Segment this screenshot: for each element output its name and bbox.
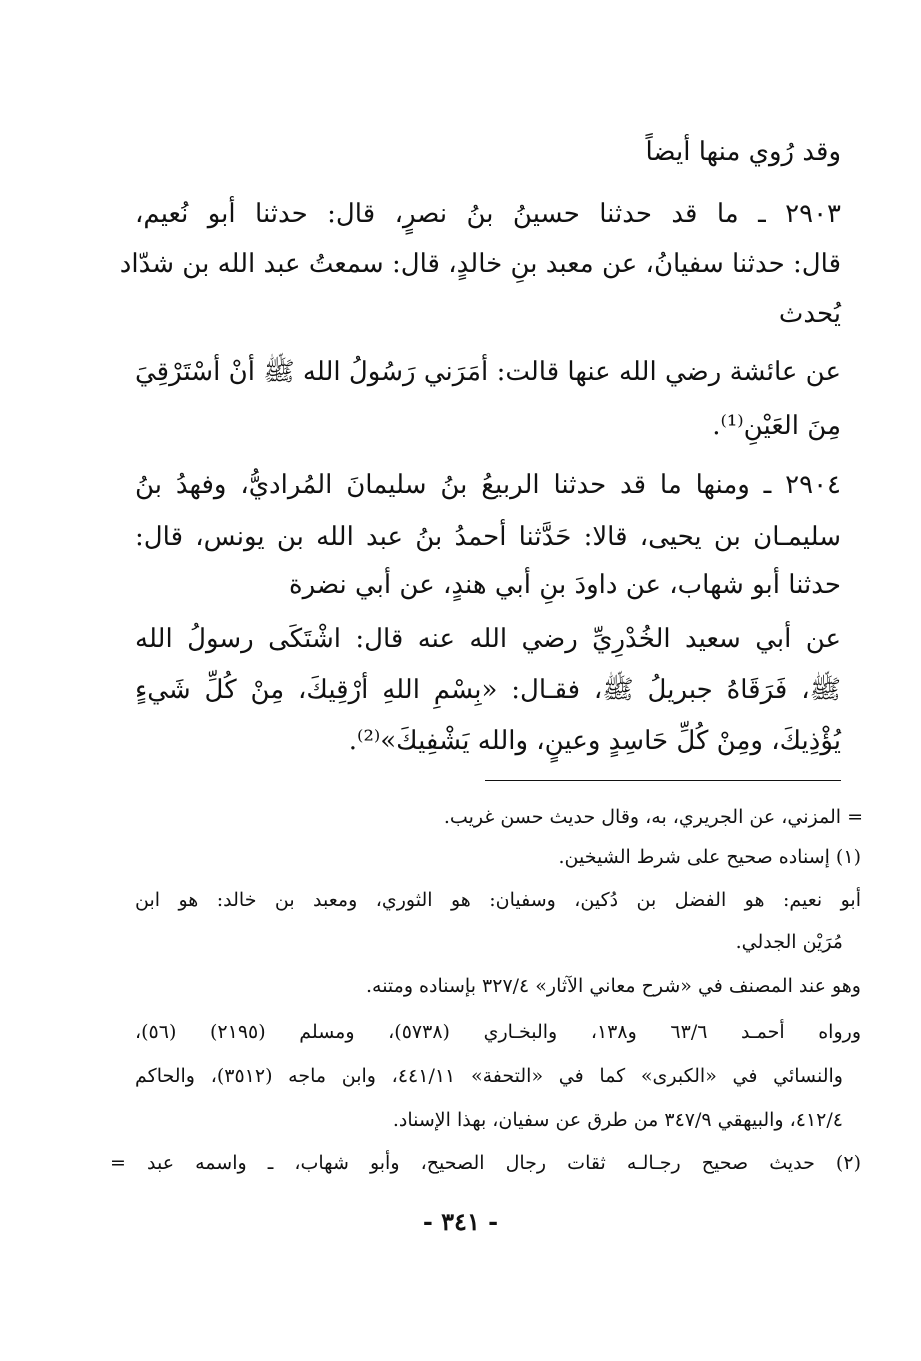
footnote-1-title: (١) إسناده صحيح على شرط الشيخين. xyxy=(558,846,861,868)
footnote-2-line-1: (٢) حديث صحيح رجـالـه ثقات رجال الصحيح، وأبو شهاب، ـ واسمه عبد = xyxy=(110,1152,861,1174)
hadith-2903-line-3: يُحدث xyxy=(778,299,841,329)
footnote-1-line-4: ورواه أحمـد ٦٣/٦ و١٣٨، والبخـاري (٥٧٣٨)، ومسلم (٢١٩٥) (٥٦)، xyxy=(135,1021,861,1043)
footnote-1-line-5: والنسائي في «الكبرى» كما في «التحفة» ٤٤١/١١، وابن ماجه (٣٥١٢)، والحاكم xyxy=(135,1065,843,1087)
matn-2904-line-2: ﷺ، فَرَقَاهُ جبريلُ ﷺ، فقـال: «بِسْمِ اللهِ أرْقِيكَ، مِنْ كُلِّ شَيءٍ xyxy=(135,675,841,705)
footnote-1-line-3: وهو عند المصنف في «شرح معاني الآثار» ٣٢٧/٤ بإسناده ومتنه. xyxy=(365,975,861,997)
footnote-1-line-2: مُرَيْن الجدلي. xyxy=(735,931,843,953)
footnote-1-line-1: أبو نعيم: هو الفضل بن دُكين، وسفيان: هو الثوري، ومعبد بن خالد: هو ابن xyxy=(135,889,861,911)
hadith-2903-line-2: قال: حدثنا سفيانُ، عن معبد بنِ خالدٍ، قال: سمعتُ عبد الله بن شدّاد xyxy=(119,249,841,279)
intro-line: وقد رُوي منها أيضاً xyxy=(645,137,841,167)
footnote-separator xyxy=(485,780,841,781)
matn-2904-line-3: يُؤْذِيكَ، ومِنْ كُلِّ حَاسِدٍ وعينٍ، والله يَشْفِيكَ»⁽²⁾. xyxy=(348,726,841,756)
matn-2903-line-1: عن عائشة رضي الله عنها قالت: أمَرَني رَسُولُ الله ﷺ أنْ أسْتَرْقِيَ xyxy=(135,357,841,387)
page-number: - ٣٤١ - xyxy=(422,1207,499,1236)
hadith-2904-line-1: ٢٩٠٤ ـ ومنها ما قد حدثنا الربيعُ بنُ سليمانَ المُراديُّ، وفهدُ بنُ xyxy=(135,470,841,500)
matn-2903-line-2: مِنَ العَيْنِ⁽¹⁾. xyxy=(712,411,841,441)
footnote-continuation: = المزني، عن الجريري، به، وقال حديث حسن غريب. xyxy=(443,806,863,828)
matn-2904-line-1: عن أبي سعيد الخُدْرِيِّ رضي الله عنه قال: اشْتَكَى رسولُ الله xyxy=(135,624,841,654)
footnote-1-line-6: ٤١٢/٤، والبيهقي ٣٤٧/٩ من طرق عن سفيان، بهذا الإسناد. xyxy=(392,1109,843,1131)
hadith-2903-line-1: ٢٩٠٣ ـ ما قد حدثنا حسينُ بنُ نصرٍ، قال: حدثنا أبو نُعيم، xyxy=(135,199,841,229)
hadith-2904-line-2: سليمـان بن يحيى، قالا: حَدَّثنا أحمدُ بنُ عبد الله بن يونس، قال: xyxy=(135,522,841,552)
hadith-2904-line-3: حدثنا أبو شهاب، عن داودَ بنِ أبي هندٍ، عن أبي نضرة xyxy=(288,570,841,600)
